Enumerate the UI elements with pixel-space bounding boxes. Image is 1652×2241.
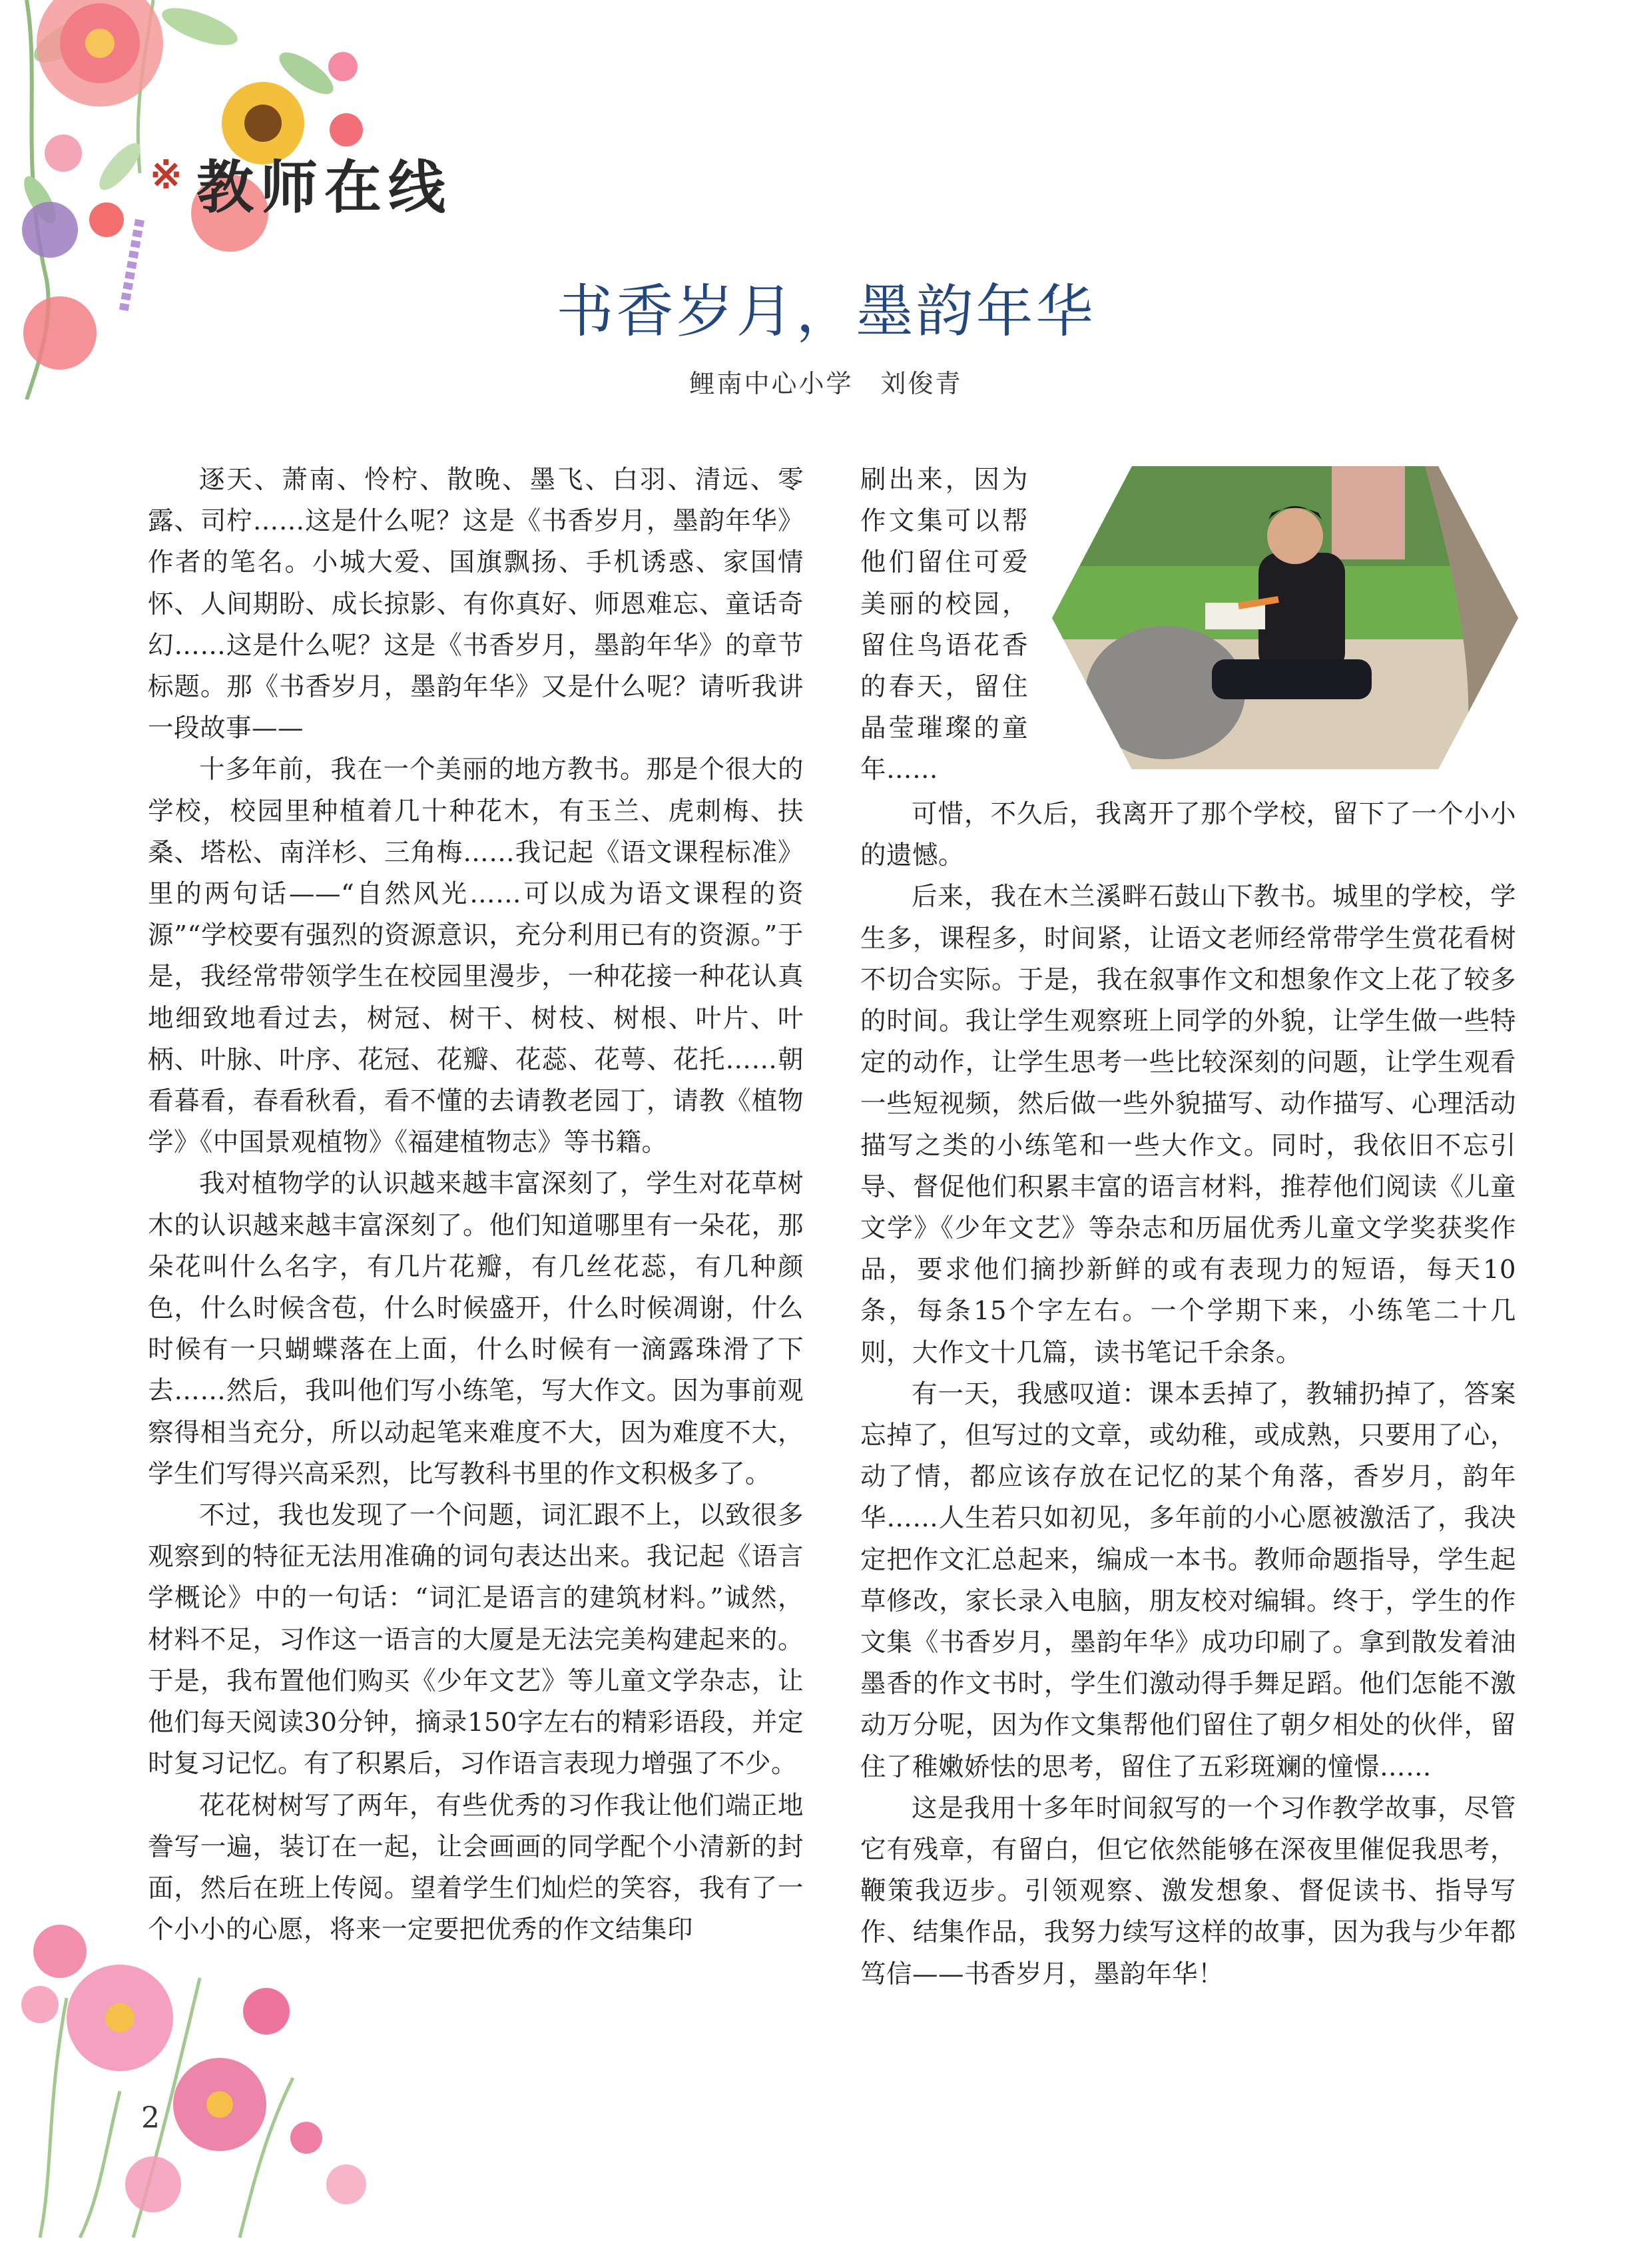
floral-decoration-bottom	[0, 1918, 426, 2241]
paragraph: 后来，我在木兰溪畔石鼓山下教书。城里的学校，学生多，课程多，时间紧，让语文老师经常带学生赏花看树不切合实际。于是，我在叙事作文和想象作文上花了较多的时间。我让学生观察班上同学的外貌，让学生做一些特定的动作，让学生思考一些比较深刻的问题，让学生观看一些短视频，然后做一些外貌描写、动作描写、心理活动描写之类的小练笔和一些大作文。同时，我依旧不忘引导、督促他们积累丰富的语言材料，推荐他们阅读《儿童文学》《少年文艺》等杂志和历届优秀儿童文学奖获奖作品，要求他们摘抄新鲜的或有表现力的短语，每天10条，每条15个字左右。一个学期下来，小练笔二十几则，大作文十几篇，读书笔记千余条。	[860, 882, 1516, 1368]
paragraph: 不过，我也发现了一个问题，词汇跟不上，以致很多观察到的特征无法用准确的词句表达出来。我记起《语言学概论》中的一句话：“词汇是语言的建筑材料。”诚然，材料不足，习作这一语言的大厦是无法完美构建起来的。于是，我布置他们购买《少年文艺》等儿童文学杂志，让他们每天阅读30分钟，摘录150字左右的精彩语段，并定时复习记忆。有了积累后，习作语言表现力增强了不少。	[148, 1500, 804, 1779]
paragraph: 可惜，不久后，我离开了那个学校，留下了一个小小的遗憾。	[860, 799, 1516, 871]
section-mark-icon: ※	[150, 152, 182, 197]
left-column	[148, 460, 804, 1951]
section-title: 教师在线	[196, 154, 452, 221]
paragraph: 有一天，我感叹道：课本丢掉了，教辅扔掉了，答案忘掉了，但写过的文章，或幼稚，或成熟，只要用了心，动了情，都应该存放在记忆的某个角落，香岁月，韵年华……人生若只如初见，多年前的小心愿被激活了，我决定把作文汇总起来，编成一本书。教师命题指导，学生起草修改，家长录入电脑，朋友校对编辑。终于，学生的作文集《书香岁月，墨韵年华》成功印刷了。拿到散发着油墨香的作文书时，学生们激动得手舞足蹈。他们怎能不激动万分呢，因为作文集帮他们留住了朝夕相处的伙伴，留住了稚嫩娇怯的思考，留住了五彩斑斓的憧憬……	[860, 1379, 1516, 1782]
article-byline: 鲤南中心小学 刘俊青	[689, 369, 963, 398]
page-number: 2	[141, 2101, 160, 2135]
paragraph: 十多年前，我在一个美丽的地方教书。那是个很大的学校，校园里种植着几十种花木，有玉兰、虎刺梅、扶桑、塔松、南洋杉、三角梅……我记起《语文课程标准》里的两句话——“自然风光……可以成为语文课程的资源”“学校要有强烈的资源意识，充分利用已有的资源。”于是，我经常带领学生在校园里漫步，一种花接一种花认真地细致地看过去，树冠、树干、树枝、树根、叶片、叶柄、叶脉、叶序、花冠、花瓣、花蕊、花萼、花托……朝看暮看，春看秋看，看不懂的去请教老园丁，请教《植物学》《中国景观植物》《福建植物志》等书籍。	[148, 755, 804, 1158]
right-column	[860, 794, 1516, 1995]
paragraph: 这是我用十多年时间叙写的一个习作教学故事，尽管它有残章，有留白，但它依然能够在深夜里催促我思考，鞭策我迈步。引领观察、激发想象、督促读书、指导写作、结集作品，我努力续写这样的故事，因为我与少年都笃信——书香岁月，墨韵年华！	[860, 1793, 1516, 1989]
teacher-reading-photo	[1052, 466, 1518, 769]
article-title: 书香岁月，墨韵年华	[556, 278, 1096, 345]
paragraph-continued: 刷出来，因为作文集可以帮他们留住可爱美丽的校园，留住鸟语花香的春天，留住晶莹璀璨的童年……	[860, 465, 1028, 785]
paragraph: 花花树树写了两年，有些优秀的习作我让他们端正地誊写一遍，装订在一起，让会画画的同学配个小清新的封面，然后在班上传阅。望着学生们灿烂的笑容，我有了一个小小的心愿，将来一定要把优秀的作文结集印	[148, 1790, 804, 1945]
paragraph: 我对植物学的认识越来越丰富深刻了，学生对花草树木的认识越来越丰富深刻了。他们知道哪里有一朵花，那朵花叫什么名字，有几片花瓣，有几丝花蕊，有几种颜色，什么时候含苞，什么时候盛开，什么时候凋谢，什么时候有一只蝴蝶落在上面，什么时候有一滴露珠滑了下去……然后，我叫他们写小练笔，写大作文。因为事前观察得相当充分，所以动起笔来难度不大，因为难度不大，学生们写得兴高采烈，比写教科书里的作文积极多了。	[148, 1169, 804, 1489]
right-column-top	[860, 460, 1028, 791]
paragraph: 逐天、萧南、怜柠、散晚、墨飞、白羽、清远、零露、司柠……这是什么呢？这是《书香岁月，墨韵年华》作者的笔名。小城大爱、国旗飘扬、手机诱惑、家国情怀、人间期盼、成长掠影、有你真好、师恩难忘、童话奇幻……这是什么呢？这是《书香岁月，墨韵年华》的章节标题。那《书香岁月，墨韵年华》又是什么呢？请听我讲一段故事——	[148, 465, 804, 744]
